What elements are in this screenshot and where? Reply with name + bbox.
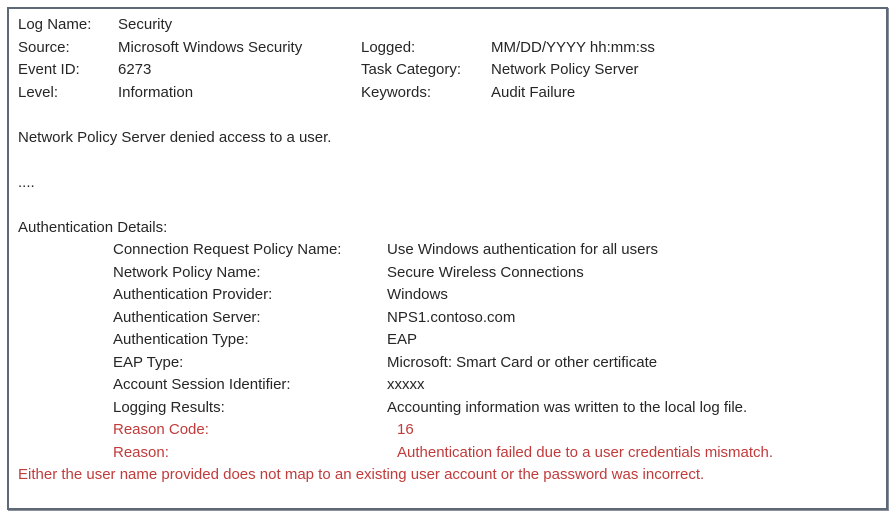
authentication-type-label: Authentication Type: [113,331,249,348]
reason-value: Authentication failed due to a user credentials mismatch. [397,443,774,461]
connection-request-policy-value: Use Windows authentication for all users [387,241,658,258]
event-description: Network Policy Server denied access to a user. [18,128,332,146]
keywords-value: Audit Failure [491,83,576,101]
log-name-value: Security [118,16,173,33]
row-source-logged [18,37,880,60]
reason-continuation-text: Either the user name provided does not map to an existing user account or the password was incorrect. [18,466,705,483]
event-id-label: Event ID: [18,61,80,78]
network-policy-name-label: Network Policy Name: [113,263,261,281]
level-label: Level: [18,83,59,101]
eap-type-label: EAP Type: [113,353,184,371]
empty-label [361,14,491,37]
keywords-label: Keywords: [361,83,432,101]
row-eventid-taskcategory [18,59,880,82]
spacer [18,194,880,217]
row-reason [18,442,880,465]
row-account-session-identifier [18,374,880,397]
row-network-policy-name [18,262,880,285]
row-eap-type [18,352,880,375]
logged-label: Logged: [361,38,416,56]
authentication-provider-value: Windows [387,286,448,303]
connection-request-policy-label: Connection Request Policy Name: [113,241,342,258]
authentication-server-label: Authentication Server: [113,308,261,326]
auth-details-heading: Authentication Details: [18,218,168,236]
authentication-type-value: EAP [387,331,418,348]
reason-label: Reason: [113,443,169,461]
authentication-server-value: NPS1.contoso.com [387,308,516,326]
level-value: Information [118,83,194,101]
source-value: Microsoft Windows Security [118,38,303,56]
source-label: Source: [18,38,70,56]
spacer [18,149,880,172]
ellipsis-text: .... [18,173,35,191]
row-log-name [18,14,880,37]
event-id-value: 6273 [118,61,152,78]
row-reason-code [18,419,880,442]
reason-code-label: Reason Code: [113,421,209,438]
eap-type-value: Microsoft: Smart Card or other certificate [387,353,658,371]
row-authentication-type [18,329,880,352]
row-authentication-server [18,307,880,330]
row-level-keywords [18,82,880,105]
logging-results-value: Accounting information was written to the local log file. [387,398,748,416]
task-category-value: Network Policy Server [491,61,639,78]
account-session-identifier-value: xxxxx [387,376,425,393]
spacer [18,104,880,127]
network-policy-name-value: Secure Wireless Connections [387,263,584,281]
row-authentication-provider [18,284,880,307]
row-connection-request-policy [18,239,880,262]
logged-value: MM/DD/YYYY hh:mm:ss [491,38,655,56]
event-log-frame [7,7,888,510]
log-name-label: Log Name: [18,16,92,33]
task-category-label: Task Category: [361,61,462,78]
row-logging-results [18,397,880,420]
account-session-identifier-label: Account Session Identifier: [113,376,291,393]
authentication-provider-label: Authentication Provider: [113,286,273,303]
logging-results-label: Logging Results: [113,398,225,416]
reason-code-value: 16 [397,421,414,438]
empty-value [491,14,880,37]
